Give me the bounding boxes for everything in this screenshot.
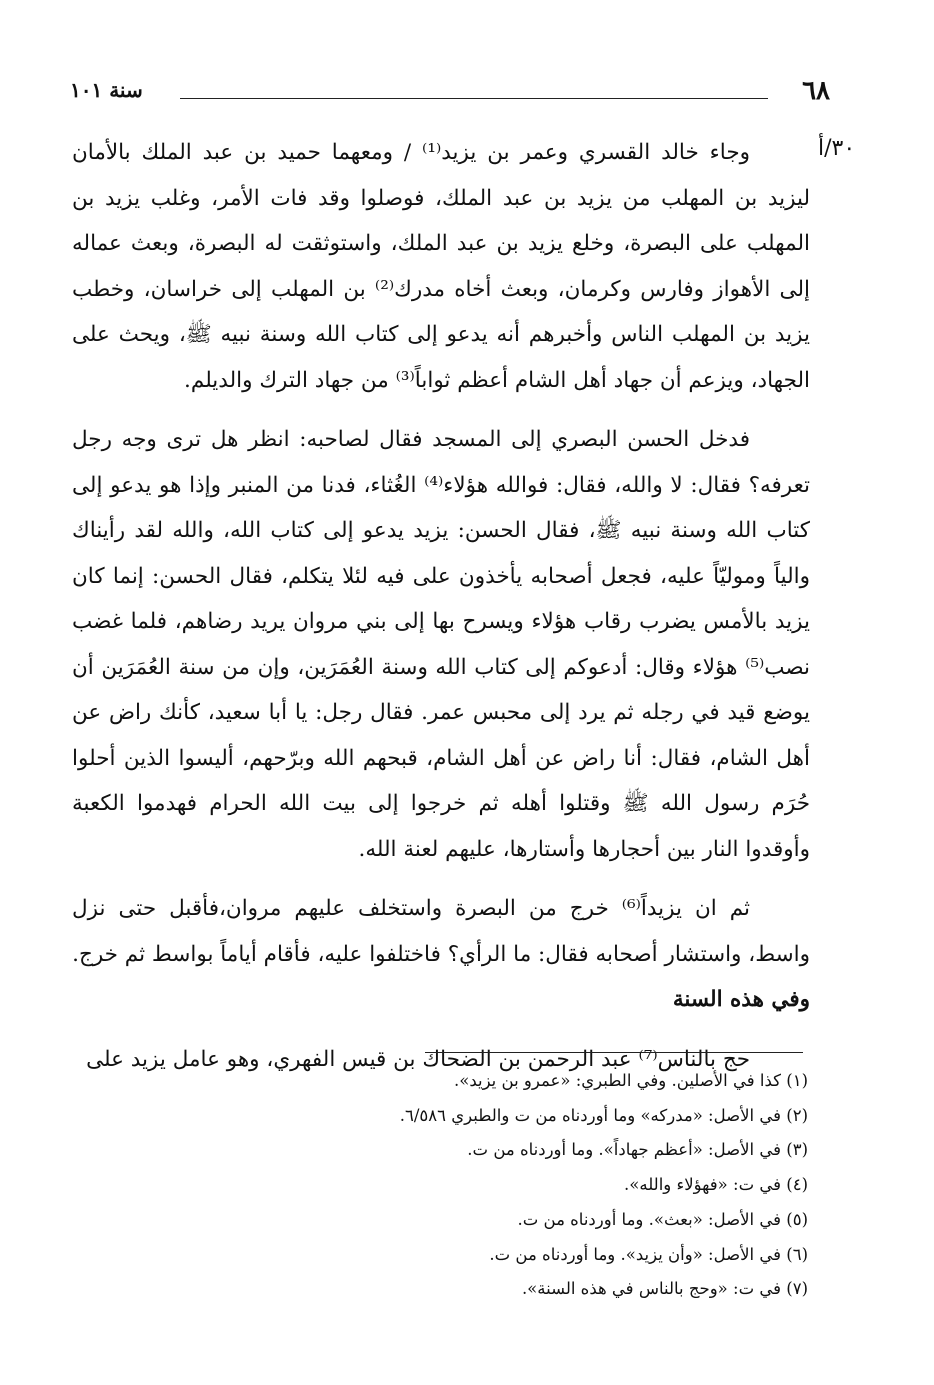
footnote-6: (٦) في الأصل: «وأن يزيد». وما أوردناه من ت. [489,1244,808,1264]
manuscript-folio-reference: ٣٠/أ [818,136,856,161]
running-title: سنة ١٠١ [70,78,143,102]
paragraph-2: فدخل الحسن البصري إلى المسجد فقال لصاحبه: انظر هل ترى وجه رجل تعرفه؟ فقال: لا والله، فقال: فوالله هؤلاء⁽⁴⁾ الغُثاء، فدنا من المنبر وإذا هو يدعو إلى كتاب الله وسنة نبيه ﷺ، فقال الحسن: يزيد يدعو إلى كتاب الله، والله لقد رأيناك والياً وموليّاً عليه، فجعل أصحابه يأخذون على فيه لئلا يتكلم، فقال الحسن: إنما كان يزيد بالأمس يضرب رقاب هؤلاء ويسرح بها إلى بني مروان يريد رضاهم، فلما غضب نصب⁽⁵⁾ هؤلاء وقال: أدعوكم إلى كتاب الله وسنة العُمَرَين، وإن من سنة العُمَرَين أن يوضع قيد في رجله ثم يرد إلى محبس عمر. فقال رجل: يا أبا سعيد، كأنك راض عن أهل الشام، فقال: أنا راض عن أهل الشام، قبحهم الله وبرّحهم، أليسوا الذين أحلوا حُرَم رسول الله ﷺ وقتلوا أهله ثم خرجوا إلى بيت الله الحرام فهدموا الكعبة وأوقدوا النار بين أحجارها وأستارها، عليهم لعنة الله. [72,427,810,862]
footnote-3: (٣) في الأصل: «أعظم جهاداً». وما أوردناه من ت. [467,1140,808,1160]
footnote-1: (١) كذا في الأصلين. وفي الطبري: «عمرو بن يزيد». [453,1071,808,1090]
footnote-5: (٥) في الأصل: «بعث». وما أوردناه من ت. [517,1209,808,1229]
footnote-4: (٤) في ت: «فهؤلاء والله». [624,1175,808,1195]
page-number: ٦٨ [802,76,830,106]
paragraph-1: وجاء خالد القسري وعمر بن يزيد⁽¹⁾ / ومعهما حميد بن عبد الملك بالأمان ليزيد بن المهلب من يزيد بن عبد الملك، فوصلوا وقد فات الأمر، وغلب يزيد بن المهلب على البصرة، وخلع يزيد بن عبد الملك، واستوثقت له البصرة، وبعث عماله إلى الأهواز وفارس وكرمان، وبعث أخاه مدرك⁽²⁾ بن المهلب إلى خراسان، وخطب يزيد بن المهلب الناس وأخبرهم أنه يدعو إلى كتاب الله وسنة نبيه ﷺ، ويحث على الجهاد، ويزعم أن جهاد أهل الشام أعظم ثواباً⁽³⁾ من جهاد الترك والديلم. [72,140,810,393]
footnote-separator [425,1052,803,1053]
paragraph-4: حج بالناس⁽⁷⁾ عبد الرحمن بن الضحاك بن قيس الفهري، وهو عامل يزيد على [86,1046,750,1072]
page-header [70,76,830,116]
section-heading: وفي هذه السنة [672,987,810,1012]
footnote-2: (٢) في الأصل: «مدركه» وما أوردناه من ت والطبري ٦/٥٨٦. [399,1105,808,1125]
header-rule [180,98,768,99]
footnote-7: (٧) في ت: «وحج بالناس في هذه السنة». [521,1279,808,1299]
paragraph-3: ثم ان يزيداً⁽⁶⁾ خرج من البصرة واستخلف عليهم مروان،فأقبل حتى نزل واسط، واستشار أصحابه فقال: ما الرأي؟ فاختلفوا عليه، فأقام أياماً بواسط ثم خرج. [72,896,810,967]
main-text [72,130,810,1082]
footnotes [300,1064,808,1307]
